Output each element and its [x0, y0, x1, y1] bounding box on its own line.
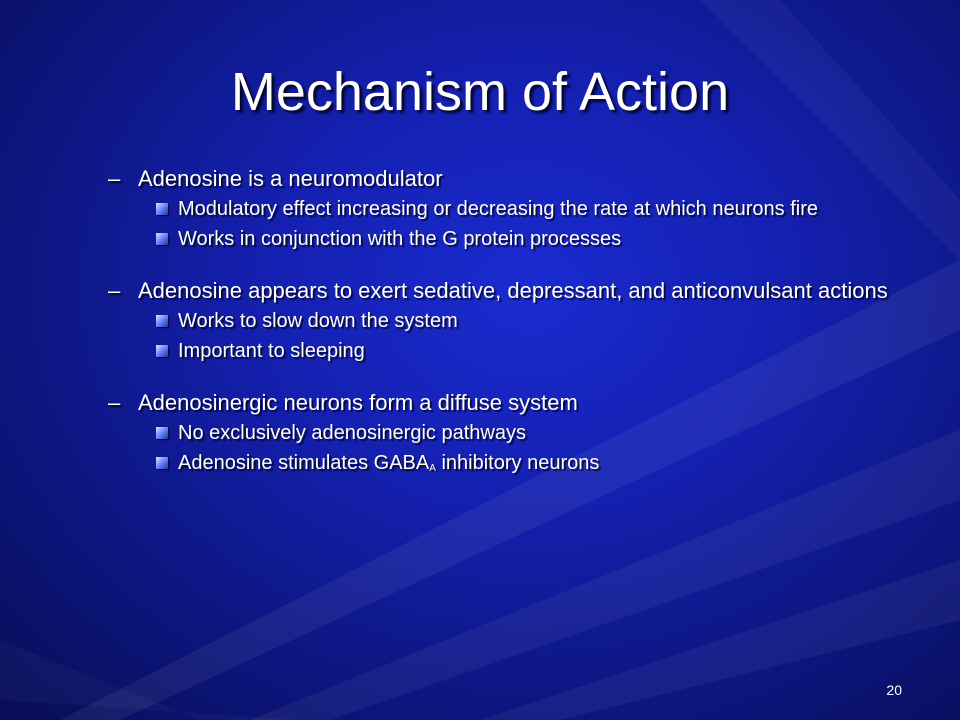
page-number: 20 — [886, 682, 902, 698]
level2-text-before: Adenosine stimulates GABA — [178, 452, 430, 474]
level2-text: Important to sleeping — [178, 340, 365, 362]
level1-item — [108, 168, 888, 190]
dash-marker: – — [108, 390, 121, 415]
bullet-group — [108, 280, 888, 362]
level2-text: Works in conjunction with the G protein processes — [178, 228, 622, 250]
level1-item — [108, 280, 888, 302]
level1-text: Adenosine appears to exert sedative, depressant, and anticonvulsant actions — [138, 278, 888, 303]
level2-item — [108, 229, 818, 250]
level2-item — [108, 311, 818, 332]
bullet-group — [108, 392, 888, 479]
square-bullet-icon — [156, 315, 168, 327]
level2-item — [108, 423, 818, 444]
dash-marker: – — [108, 278, 121, 303]
level2-item — [108, 341, 818, 362]
square-bullet-icon — [156, 345, 168, 357]
square-bullet-icon — [156, 233, 168, 245]
bullet-group — [108, 168, 888, 250]
level2-text: Works to slow down the system — [178, 310, 458, 332]
level1-text: Adenosine is a neuromodulator — [138, 166, 443, 191]
subscript-text: A — [429, 463, 436, 474]
square-bullet-icon — [156, 203, 168, 215]
level2-text: Modulatory effect increasing or decreasing the rate at which neurons fire — [178, 198, 818, 220]
level2-text-after: inhibitory neurons — [435, 452, 600, 474]
level2-item — [108, 453, 818, 479]
level1-item — [108, 392, 888, 414]
slide-content — [108, 168, 888, 479]
level1-text: Adenosinergic neurons form a diffuse system — [138, 390, 578, 415]
dash-marker: – — [108, 166, 121, 191]
square-bullet-icon — [156, 427, 168, 439]
level2-text: No exclusively adenosinergic pathways — [178, 422, 526, 444]
level2-item — [108, 199, 818, 220]
slide-title: Mechanism of Action — [230, 62, 730, 122]
square-bullet-icon — [156, 457, 168, 469]
